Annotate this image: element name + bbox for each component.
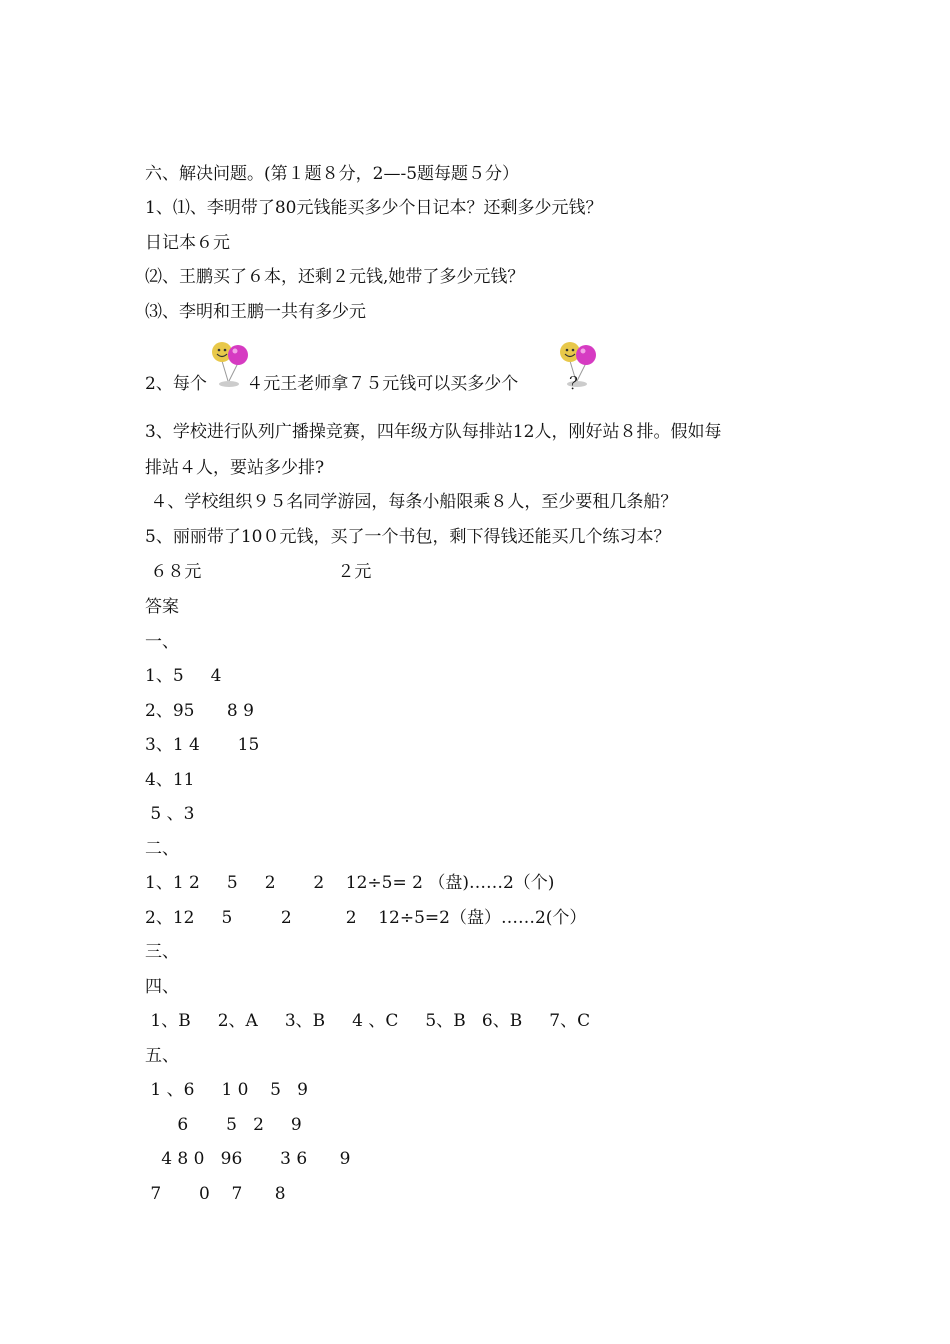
- answers-heading: 答案: [145, 597, 179, 617]
- answer-line: 2、95 8 9: [145, 701, 254, 721]
- answer-line: 五、: [145, 1046, 179, 1066]
- answer-line: 2、12 5 2 2 12÷5=2（盘）……2(个）: [145, 908, 587, 928]
- question-5: 5、丽丽带了10０元钱，买了一个书包，剩下得钱还能买几个练习本？: [145, 527, 671, 547]
- question-1-part-3: ⑶、李明和王鹏一共有多少元: [145, 302, 366, 322]
- answer-line: 1、5 4: [145, 666, 222, 686]
- answer-line: 1、1 2 5 2 2 12÷5= 2 （盘)……2（个): [145, 873, 555, 893]
- answer-line: 3、1 4 15: [145, 735, 260, 755]
- question-2: 2、每个 ４元王老师拿７５元钱可以买多少个 ？: [145, 374, 587, 394]
- question-1-note: 日记本６元: [145, 233, 230, 253]
- answer-line: 5 、3: [145, 804, 195, 824]
- answer-line: 二、: [145, 839, 179, 859]
- question-4: ４、学校组织９５名同学游园，每条小船限乘８人，至少要租几条船？: [145, 492, 678, 512]
- answer-line: 7 0 7 8: [145, 1184, 286, 1204]
- question-1-part-2: ⑵、王鹏买了６本，还剩２元钱,她带了多少元钱？: [145, 267, 525, 287]
- answer-line: 4 8 0 96 3 6 9: [145, 1149, 351, 1169]
- answer-line: 三、: [145, 942, 179, 962]
- answer-line: 1 、6 1 0 5 9: [145, 1080, 308, 1100]
- question-3-line-2: 排站４人，要站多少排?: [145, 458, 325, 478]
- answer-line: 1、B 2、A 3、B 4 、C 5、B 6、B 7、C: [145, 1011, 591, 1031]
- section-6-title: 六、解决问题。(第１题８分，2—-5题每题５分）: [145, 164, 520, 184]
- answer-line: 一、: [145, 632, 179, 652]
- answer-line: 4、11: [145, 770, 195, 790]
- answer-line: 四、: [145, 977, 179, 997]
- question-3-line-1: 3、学校进行队列广播操竞赛，四年级方队每排站12人，刚好站８排。假如每: [145, 422, 722, 442]
- question-1-intro: 1、⑴、李明带了80元钱能买多少个日记本？还剩多少元钱？: [145, 198, 603, 218]
- question-5-prices: ６８元 ２元: [145, 562, 372, 582]
- answer-line: 6 5 2 9: [145, 1115, 302, 1135]
